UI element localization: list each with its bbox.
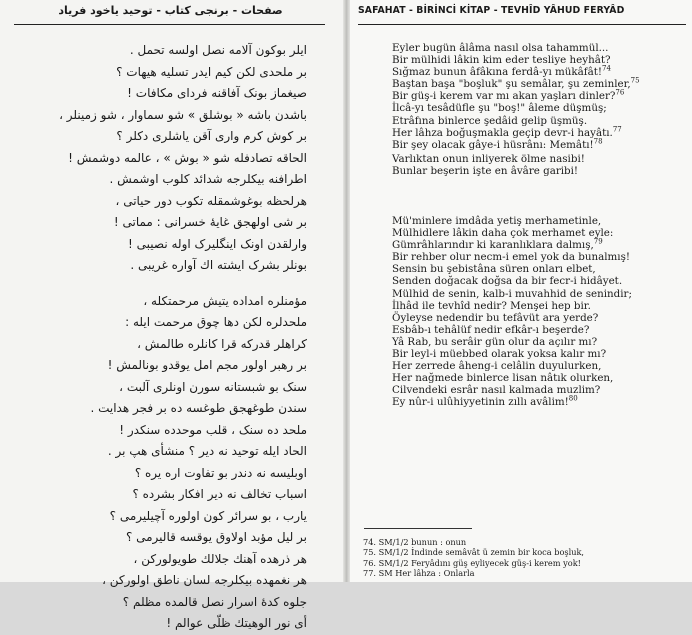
poem-line — [392, 384, 686, 396]
poem-line-text: Mülhid de senin, kalb-i muvahhid de senindir; — [392, 287, 632, 300]
poem-line-text: Sensin bu şebistâna süren onları elbet, — [392, 263, 596, 276]
poem-line — [392, 312, 686, 324]
ottoman-line: بر کوش کرم واری آقن یاشلری دکلر ؟ — [116, 129, 307, 143]
poem-line-text: Mülhidlere lâkin daha çok merhamet eyle: — [392, 227, 614, 240]
poem-line-text: Etrâfına binlerce şedâid gelip üşmüş. — [392, 114, 588, 127]
footnote: 75. SM/1/2 İndinde semâvât ü zemin bir koca boşluk, — [363, 547, 585, 558]
ottoman-line: الحاقه تصادفله شو « بوش » ، عالمه دوشمش ! — [68, 150, 307, 165]
poem-line — [392, 348, 686, 360]
poem-line-text: Bunlar beşerin işte en âvâre garibi! — [392, 164, 579, 177]
footnote-reference: 79 — [593, 237, 603, 246]
right-running-header: SAFAHAT - BİRİNCİ KİTAP - TEVHÎD YÂHUD FERYÂD — [358, 5, 625, 16]
poem-line-text: İlhâd ile tevhîd nedir? Menşei hep bir. — [392, 299, 591, 312]
poem-line — [392, 360, 686, 372]
poem-line-text: Mü'minlere imdâda yetiş merhametinle, — [392, 215, 602, 227]
footnote-rule — [364, 528, 472, 529]
poem-line-text: Bir mülhidi lâkin kim eder tesliye heyhât? — [392, 54, 611, 67]
poem-line-text: Bir şey olacak gâye-i hüsrânı: Memâtı! — [392, 138, 594, 151]
poem-line — [392, 54, 686, 66]
ottoman-line: اطرافنه بیکلرجه شدائد کلوب اوشمش . — [109, 172, 307, 186]
poem-line — [392, 127, 686, 139]
poem-line-text: Bir rehber olur necm-i emel yok da bunalmış! — [392, 251, 631, 264]
ottoman-line: سنک بو شبستانه سورن اونلری آلبت ، — [119, 379, 307, 394]
poem-line — [392, 324, 686, 336]
poem-line — [392, 288, 686, 300]
poem-line — [392, 263, 686, 275]
ottoman-line: الحاد ایله توحید نه دیر ؟ منشأی هپ بر . — [107, 444, 307, 458]
poem-line-text: Esbâb-ı tehâlüf nedir efkâr-ı beşerde? — [392, 323, 590, 336]
footnotes — [363, 537, 688, 578]
poem-line-text: Ey nûr-i ulûhiyyetinin zıllı avâlim! — [392, 396, 569, 409]
poem-line — [392, 139, 686, 151]
ottoman-poem — [30, 40, 307, 635]
ottoman-line: بر شی اولهجق غایهٔ خسرانی : مماتی ! — [113, 215, 307, 229]
left-running-header: صفحات - برنجی کتاب - توحید یاخود فریاد — [58, 4, 283, 17]
ottoman-line: بر رهبر اولور مجم امل یوقدو بونالمش ! — [107, 358, 307, 372]
poem-line — [392, 336, 686, 348]
ottoman-line: مؤمنلره امداده یتیش مرحمتکله ، — [143, 293, 307, 308]
poem-line-text: Öyleyse nedendir bu tefâvüt ara yerde? — [392, 311, 599, 324]
poem-line — [392, 251, 686, 263]
poem-line-text: Her nağmede binlerce lisan nâtık olurken, — [392, 372, 614, 385]
ottoman-line: ملحد ده سنک ، قلب موحدده سنکدر ! — [119, 422, 307, 437]
poem-line-text: Cilvendeki esrâr nasıl kalmada muzlim? — [392, 384, 601, 397]
ottoman-line: أی نور الوهیتك ظلّی عوالم ! — [166, 616, 307, 630]
poem-stanza-1 — [392, 42, 686, 177]
ottoman-line: بر ملحدی لکن کیم ایدر تسلیه هیهات ؟ — [116, 64, 307, 79]
poem-line — [392, 300, 686, 312]
ottoman-line: هر نغمهده بیکلرجه لسان ناطق اولورکن ، — [102, 573, 307, 587]
poem-line-text: Sığmaz bunun âfâkına ferdâ-yı mükâfât! — [392, 66, 603, 79]
footnote-reference: 74 — [602, 64, 611, 73]
ottoman-line: بونلر بشرک ایشته اك آواره غریبی . — [130, 258, 307, 272]
ottoman-line: جلوه کدهٔ اسرار نصل قالمده مظلم ؟ — [122, 594, 307, 609]
ottoman-line: هرلحظه بوغوشمقله تکوب دور حیاتی ، — [115, 193, 307, 208]
poem-line — [392, 90, 686, 102]
footnote-reference: 76 — [615, 88, 625, 97]
ottoman-line: ایلر بوکون آلامه نصل اولسه تحمل . — [129, 43, 307, 57]
poem-line — [392, 396, 686, 408]
ottoman-line: اوبلیسه نه دندر بو تفاوت اره یره ؟ — [134, 465, 307, 480]
ottoman-line: اسباب تخالف نه دیر افکار بشرده ؟ — [132, 487, 307, 501]
ottoman-line: هر ذرهده آهنك جلالك طویولورکن ، — [133, 551, 307, 566]
poem-line-text: Baştan başa "boşluk" şu semâlar, şu zeminler, — [392, 78, 631, 91]
poem-line — [392, 215, 686, 227]
ottoman-line: سندن طوغهجق طوغسه ده بر فجر هدایت . — [90, 401, 307, 415]
footnote: 74. SM/1/2 bunun : onun — [363, 537, 467, 547]
poem-line-text: Yâ Rab, bu serâir gün olur da açılır mı? — [392, 335, 598, 348]
ottoman-line: یارب ، بو سرائر کون اولوره آچیلیرمی ؟ — [109, 508, 307, 523]
poem-line-text: Gümrâhlarındır ki karanlıklara dalmış, — [392, 239, 594, 252]
poem-line-text: Her zerrede âheng-i celâlin duyulurken, — [392, 360, 602, 373]
poem-line — [392, 78, 686, 90]
poem-line — [392, 42, 686, 54]
poem-line — [392, 102, 686, 114]
ottoman-line: صیغماز بونک آفاقنه فردای مکافات ! — [127, 86, 307, 100]
poem-line-text: İlcâ-yı tesâdüfle şu "boş!" âleme düşmüş; — [392, 102, 607, 115]
footnote-reference: 77 — [612, 125, 622, 134]
poem-stanza-2 — [392, 215, 686, 409]
poem-line — [392, 227, 686, 239]
stanza-gap — [30, 277, 307, 291]
left-header-rule — [14, 24, 325, 25]
footnote-reference: 75 — [630, 76, 640, 85]
right-page-latin — [350, 0, 692, 582]
poem-line — [392, 115, 686, 127]
ottoman-line: باشدن باشه « بوشلق » شو سماوار ، شو زمینلر ، — [59, 107, 307, 122]
footnote: 76. SM/1/2 Feryâdını güş eyliyecek güş-i kerem yok! — [363, 557, 581, 568]
footnote-reference: 78 — [593, 137, 603, 146]
poem-line — [392, 239, 686, 251]
poem-line — [392, 275, 686, 287]
poem-line-text: Bir leyl-i müebbed olarak yoksa kalır mı? — [392, 348, 607, 361]
footnote: 77. SM Her lâhza : Onlarla — [363, 567, 475, 578]
ottoman-line: وارلقدن اونک اینگلیرک اوله نصیبی ! — [128, 236, 307, 251]
footnote-reference: 80 — [568, 394, 578, 403]
poem-line-text: Eyler bugün âlâma nasıl olsa tahammül... — [392, 42, 609, 54]
ottoman-line: بر لیل مؤبد اولاوق یوقسه قالیرمی ؟ — [125, 530, 307, 544]
poem-line — [392, 153, 686, 165]
poem-line-text: Senden doğacak doğsa da bir fecr-i hidâyet. — [392, 275, 623, 288]
poem-line — [392, 66, 686, 78]
left-page-ottoman — [0, 0, 345, 630]
poem-line-text: Varlıktan onun inliyerek ölme nasibi! — [392, 152, 585, 165]
ottoman-line: ملحدلره لکن دها چوق مرحمت ایله : — [125, 315, 307, 329]
poem-line-text: Bir güş-i kerem var mı akan yaşları dinler? — [392, 90, 616, 103]
poem-line-text: Her lâhza boğuşmakla geçip devr-i hayâtı. — [392, 126, 613, 139]
poem-line — [392, 165, 686, 177]
poem-line — [392, 372, 686, 384]
ottoman-line: کراهلر قدرکه قرا کانلره طالمش ، — [137, 336, 307, 351]
right-header-rule — [358, 24, 686, 25]
